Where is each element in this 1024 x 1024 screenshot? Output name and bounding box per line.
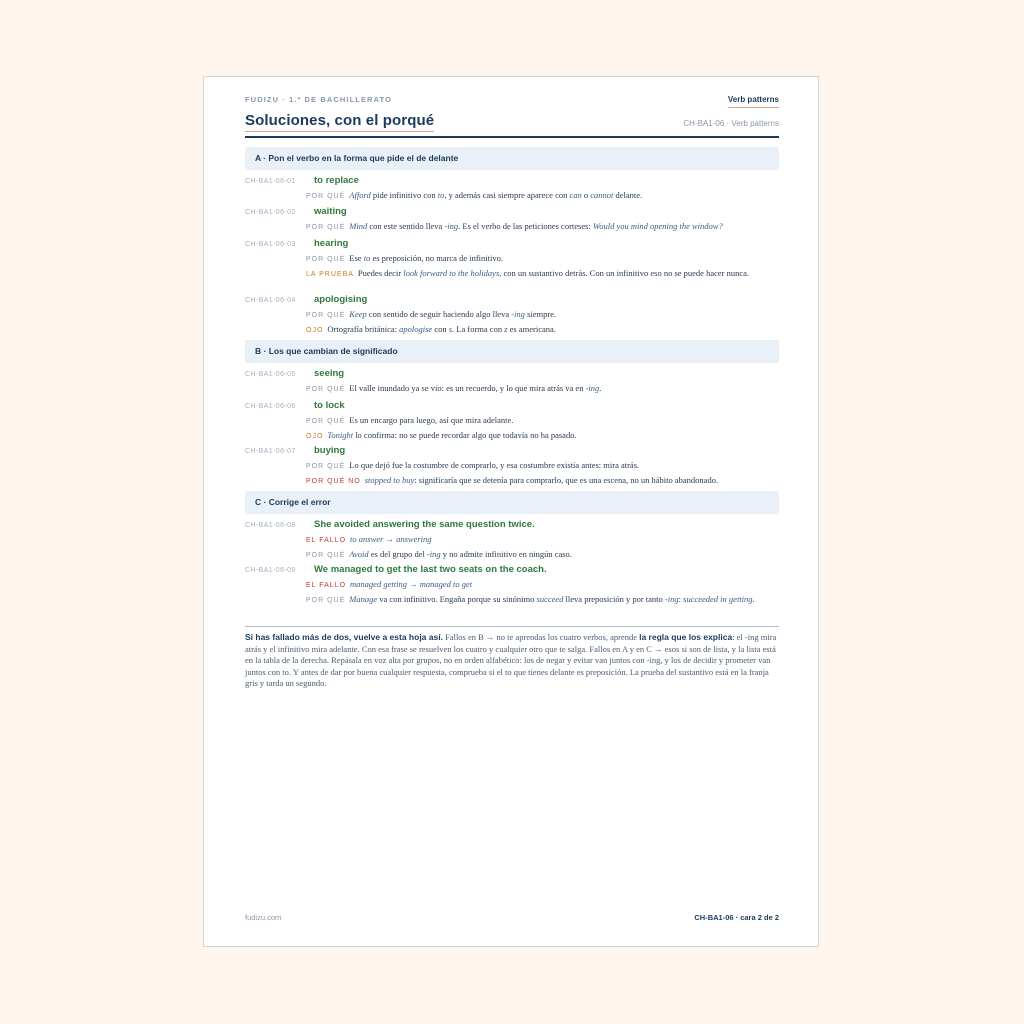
note-label: POR QUÉ NO: [306, 477, 361, 485]
note-example: -ing: [511, 309, 525, 319]
footer-page-number: CH-BA1-06 · cara 2 de 2: [694, 913, 779, 922]
note-text: va con infinitivo. Engaña porque su sinónimo: [377, 593, 537, 604]
section-heading: A · Pon el verbo en la forma que pide el de delante: [245, 147, 779, 170]
answer-text: buying: [314, 445, 346, 456]
note-example: stopped to buy: [364, 474, 415, 485]
note-text: con sentido de seguir haciendo algo lleva: [366, 309, 512, 319]
note-example: cannot: [590, 190, 614, 200]
note-example: Afford: [349, 190, 371, 200]
note-text: Ese: [349, 253, 364, 263]
note-example: Avoid: [349, 548, 369, 559]
note-text: es preposición, no marca de infinitivo.: [370, 253, 503, 263]
note-text: siempre.: [524, 309, 557, 319]
solution-item: [245, 238, 779, 280]
note-example: to answer → answering: [350, 534, 432, 544]
note-text: lo confirma: no se puede recordar algo que todavía no ha pasado.: [353, 429, 577, 440]
note-text: . Es el verbo de las peticiones corteses:: [458, 221, 593, 231]
note-label: POR QUÉ: [306, 418, 346, 425]
note-example: can: [569, 190, 582, 200]
section-heading: B · Los que cambian de significado: [245, 340, 779, 363]
note-example: -ing: [426, 548, 441, 559]
note-example: to: [363, 253, 371, 263]
explanation-note: [306, 268, 776, 281]
worksheet-page: [203, 76, 819, 947]
solution-item: [245, 206, 779, 234]
brand-label: FUDIZU · 1.º DE BACHILLERATO: [245, 95, 393, 104]
page-title: Soluciones, con el porqué: [245, 112, 434, 132]
title-rule: [245, 136, 779, 138]
note-label: POR QUÉ: [306, 224, 346, 231]
study-advice: [245, 632, 779, 690]
note-label: OJO: [306, 432, 324, 440]
question-id: CH-BA1-06-02: [245, 209, 296, 216]
note-example: Mind: [349, 221, 368, 231]
note-example: look forward to the holidays: [403, 267, 500, 278]
advice-lead: Si has fallado más de dos, vuelve a esta hoja así.: [245, 632, 443, 642]
solution-item: [245, 294, 779, 336]
note-label: POR QUÉ: [306, 256, 346, 263]
note-example: s: [448, 323, 453, 334]
note-text: pide infinitivo con: [370, 190, 438, 200]
note-text: . La forma con: [452, 323, 505, 334]
note-example: to: [437, 190, 445, 200]
note-text: Es un encargo para luego, así que mira adelante.: [349, 415, 514, 425]
note-label: EL FALLO: [306, 537, 347, 544]
explanation-note: [306, 430, 776, 443]
note-example: succeeded in getting: [683, 593, 753, 604]
summary-divider: [245, 626, 779, 627]
note-text: delante.: [613, 190, 643, 200]
question-id: CH-BA1-06-05: [245, 371, 296, 378]
note-label: EL FALLO: [306, 582, 347, 589]
explanation-note: [306, 460, 776, 473]
note-example: Manage: [349, 593, 378, 604]
note-text: :: [678, 593, 684, 604]
explanation-note: [306, 309, 776, 322]
note-label: POR QUÉ: [306, 312, 346, 319]
answer-text: hearing: [314, 238, 349, 249]
note-text: , con un sustantivo detrás. Con un infinitivo eso no se puede hacer nunca.: [499, 267, 750, 278]
note-example: -ing: [585, 383, 600, 393]
question-id: CH-BA1-06-07: [245, 448, 296, 455]
section-heading: C · Corrige el error: [245, 491, 779, 514]
note-text: con: [432, 323, 449, 334]
note-text: con este sentido lleva: [367, 221, 445, 231]
note-label: POR QUÉ: [306, 193, 346, 200]
explanation-note: [306, 594, 776, 607]
note-label: POR QUÉ: [306, 463, 346, 470]
note-text: y no admite infinitivo en ningún caso.: [440, 548, 572, 559]
explanation-note: [306, 383, 776, 396]
note-text: Lo que dejó fue la costumbre de comprarlo, y esa costumbre existía antes: mira atrás.: [349, 460, 640, 470]
advice-mid: Fallos en B → no te aprendas los cuatro verbos, aprende: [442, 632, 640, 642]
question-id: CH-BA1-06-09: [245, 567, 296, 574]
note-text: o: [581, 190, 591, 200]
solution-item: [245, 519, 779, 561]
note-label: LA PRUEBA: [306, 270, 354, 278]
footer-site: fudizu.com: [245, 913, 282, 922]
advice-rest: : el -ing mira atrás y el infinitivo mira adelante. Con esa frase se resuelven los cuatro y cualquier otro que te salga. Fallos en A y en C → esos si son de lista, y la lista está en la tabla de la derecha. Repásala en voz alta por grupos, no en orden alfabético: los de negar y evitar van juntos con -ing, y los de decidir y prometer van juntos con to. Y antes de dar por buena cualquier respuesta, comprueba si el to que tienes delante es preposición. La prueba del sustantivo está en la franja gris y tarda un segundo.: [245, 632, 777, 688]
note-example: managed getting → managed to get: [350, 579, 473, 589]
topic-label: Verb patterns: [728, 95, 779, 108]
solution-item: [245, 564, 779, 606]
note-label: POR QUÉ: [306, 386, 346, 393]
explanation-note: [306, 549, 776, 562]
explanation-note: [306, 253, 776, 266]
note-text: es del grupo del: [368, 548, 427, 559]
question-id: CH-BA1-06-04: [245, 297, 296, 304]
answer-text: apologising: [314, 294, 368, 305]
note-text: Puedes decir: [357, 267, 404, 278]
question-id: CH-BA1-06-03: [245, 241, 296, 248]
explanation-note: [306, 190, 776, 203]
answer-text: We managed to get the last two seats on the coach.: [314, 564, 547, 575]
note-label: OJO: [306, 326, 324, 334]
answer-text: waiting: [314, 206, 347, 217]
explanation-note: [306, 579, 776, 592]
note-example: z: [504, 323, 508, 334]
explanation-note: [306, 221, 776, 234]
explanation-note: [306, 324, 776, 337]
note-text: .: [752, 593, 755, 604]
advice-rule: la regla que los explica: [639, 632, 733, 642]
note-example: Tonight: [327, 429, 354, 440]
note-example: Would you mind opening the window?: [592, 221, 723, 231]
question-id: CH-BA1-06-01: [245, 178, 296, 185]
note-example: -ing: [664, 593, 679, 604]
note-example: succeed: [536, 593, 564, 604]
note-label: POR QUÉ: [306, 596, 346, 604]
solution-item: [245, 175, 779, 203]
note-text: lleva preposición y por tanto: [563, 593, 665, 604]
worksheet-code: CH-BA1-06 · Verb patterns: [683, 119, 779, 128]
answer-text: seeing: [314, 368, 345, 379]
solution-item: [245, 368, 779, 396]
explanation-note: [306, 415, 776, 428]
explanation-note: [306, 475, 776, 488]
question-id: CH-BA1-06-08: [245, 522, 296, 529]
explanation-note: [306, 534, 776, 547]
solution-item: [245, 445, 779, 487]
question-id: CH-BA1-06-06: [245, 403, 296, 410]
note-text: : significaría que se detenía para comprarlo, que es una escena, no un hábito abandonado.: [414, 474, 719, 485]
answer-text: She avoided answering the same question twice.: [314, 519, 535, 530]
note-text: .: [599, 383, 602, 393]
note-example: Keep: [349, 309, 367, 319]
note-example: -ing: [444, 221, 459, 231]
note-label: POR QUÉ: [306, 551, 346, 559]
note-text: es americana.: [507, 323, 556, 334]
note-text: , y además casi siempre aparece con: [444, 190, 570, 200]
solution-item: [245, 400, 779, 442]
answer-text: to lock: [314, 400, 345, 411]
note-text: Ortografía británica:: [327, 323, 400, 334]
answer-text: to replace: [314, 175, 359, 186]
note-example: apologise: [399, 323, 433, 334]
note-text: El valle inundado ya se vio: es un recuerdo, y lo que mira atrás va en: [349, 383, 586, 393]
